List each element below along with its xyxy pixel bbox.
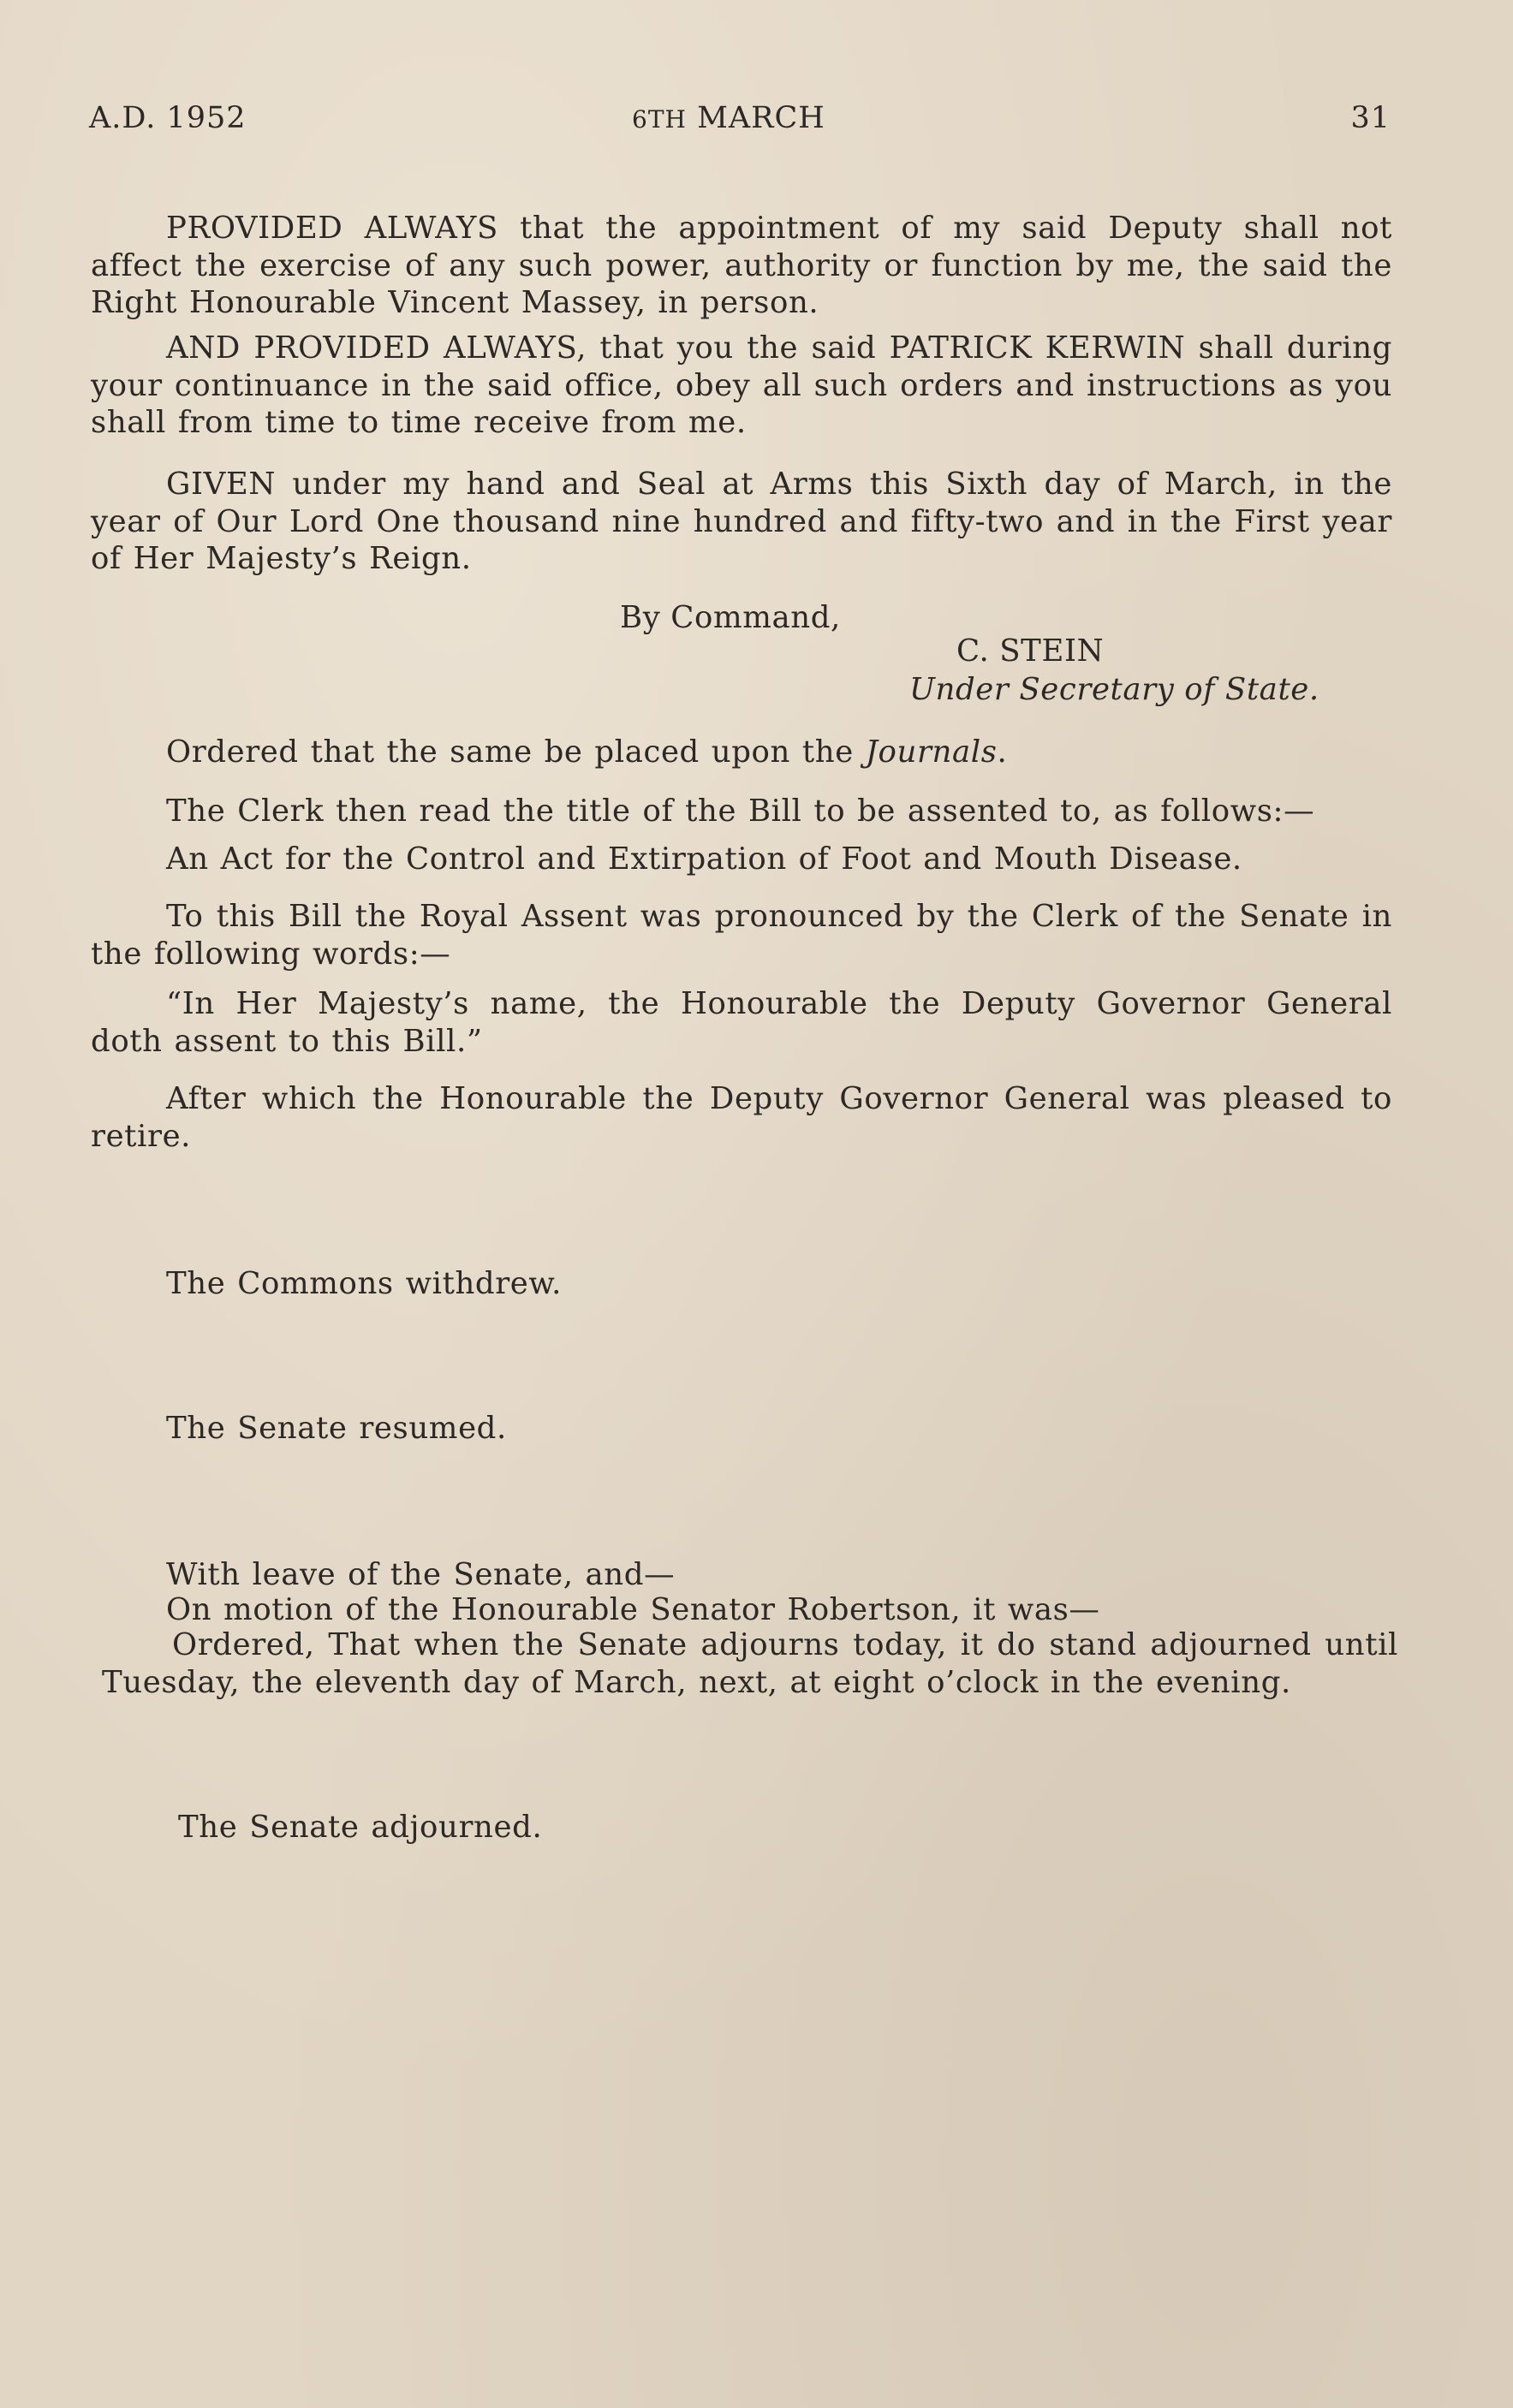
paragraph-assent-words: “In Her Majesty’s name, the Honourable the Deputy Governor General doth assent to this Bill.” <box>91 986 1392 1059</box>
paragraph-ordered-adjourn: Ordered, That when the Senate adjourns today, it do stand adjourned until Tuesday, the eleventh day of March, next, at eight o’clock in the evening. <box>102 1627 1398 1700</box>
ordered-suffix: . <box>997 734 1008 770</box>
header-date <box>632 101 825 135</box>
page-number: 31 <box>1350 101 1391 135</box>
paragraph-provided-always: PROVIDED ALWAYS that the appointment of my said Deputy shall not affect the exercise of any such power, authority or function by me, the said the Right Honourable Vincent Massey, in person. <box>91 211 1392 320</box>
paragraph-commons-withdrew: The Commons withdrew. <box>166 1266 563 1301</box>
journals-italic: Journals <box>865 734 998 770</box>
signatory-name: C. STEIN <box>956 633 1105 669</box>
paragraph-after-which: After which the Honourable the Deputy Governor General was pleased to retire. <box>91 1081 1392 1154</box>
paragraph-given: GIVEN under my hand and Seal at Arms this Sixth day of March, in the year of Our Lord One thousand nine hundred and fifty-two and in the First year of Her Majesty’s Reign. <box>91 467 1392 576</box>
header-date-month: MARCH <box>697 101 825 135</box>
paragraph-senate-resumed: The Senate resumed. <box>166 1411 507 1446</box>
ordered-prefix: Ordered that the same be placed upon the <box>166 734 866 770</box>
by-command: By Command, <box>620 600 841 635</box>
paragraph-royal-assent: To this Bill the Royal Assent was pronounced by the Clerk of the Senate in the following words:— <box>91 899 1392 972</box>
paragraph-act-title: An Act for the Control and Extirpation of Foot and Mouth Disease. <box>166 841 1242 877</box>
paragraph-and-provided-always: AND PROVIDED ALWAYS, that you the said PATRICK KERWIN shall during your continuance in the said office, obey all such orders and instructions as you shall from time to time receive from me. <box>91 330 1392 440</box>
header-date-day: 6TH <box>632 105 687 134</box>
running-head <box>89 101 1391 144</box>
paragraph-with-leave: With leave of the Senate, and— <box>166 1557 676 1592</box>
paragraph-senate-adjourned: The Senate adjourned. <box>178 1810 543 1845</box>
header-year: A.D. 1952 <box>89 101 247 135</box>
paragraph-on-motion: On motion of the Honourable Senator Robertson, it was— <box>166 1592 1100 1627</box>
signatory-title: Under Secretary of State. <box>909 672 1319 707</box>
paragraph-ordered-journals <box>91 734 1392 771</box>
paragraph-clerk-read: The Clerk then read the title of the Bill to be assented to, as follows:— <box>166 794 1315 829</box>
